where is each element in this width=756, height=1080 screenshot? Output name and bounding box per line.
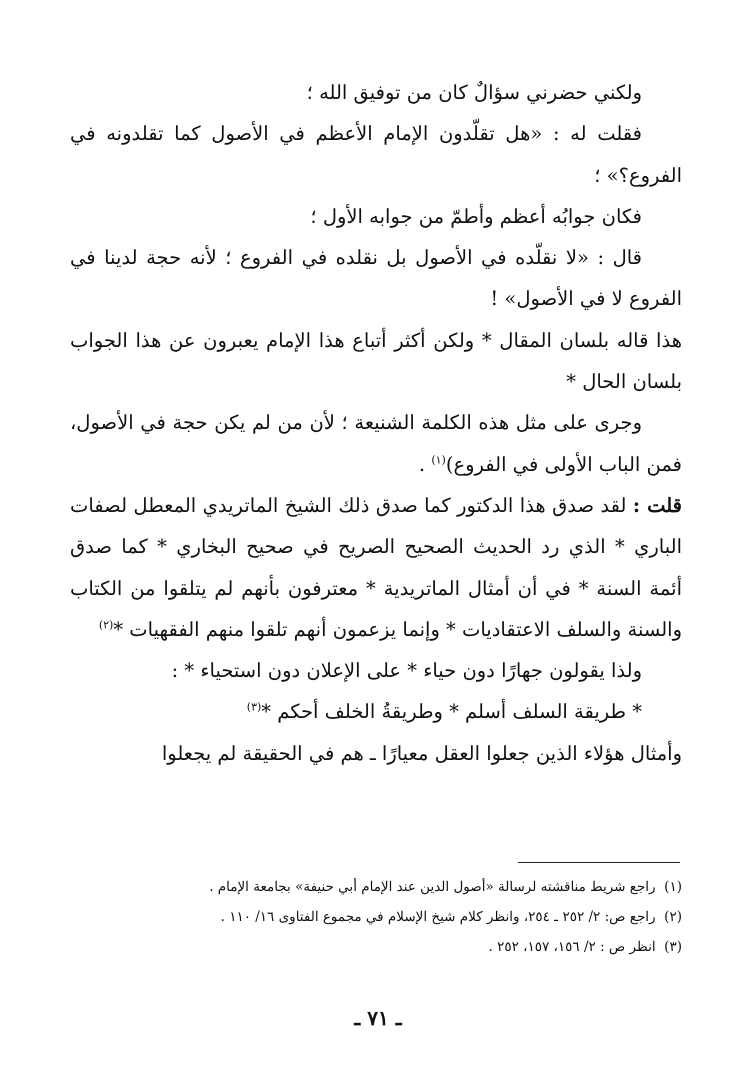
- footnote-ref-1: (١): [431, 453, 446, 467]
- footnote-1-text: راجع شريط مناقشته لرسالة «أصول الدين عند الإمام أبي حنيفة» بجامعة الإمام .: [209, 879, 656, 895]
- body-text: [70, 72, 682, 774]
- paragraph-6-tail: .: [418, 452, 432, 476]
- page-number: ـ ٧١ ـ: [354, 1006, 402, 1030]
- paragraph-6-text: وجرى على مثل هذه الكلمة الشنيعة ؛ لأن من لم يكن حجة في الأصول، فمن الباب الأولى في الفروع): [70, 411, 682, 476]
- paragraph-4: قال : «لا نقلّده في الأصول بل نقلده في الفروع ؛ لأنه حجة لدينا في الفروع لا في الأصول» !: [70, 246, 682, 311]
- qult-label: قلت :: [632, 493, 682, 517]
- footnote-2-text: راجع ص: ٢/ ٢٥٢ ـ ٢٥٤، وانظر كلام شيخ الإسلام في مجموع الفتاوى ١٦/ ١١٠ .: [220, 909, 656, 925]
- paragraph-7-text: لقد صدق هذا الدكتور كما صدق ذلك الشيخ الماتريدي المعطل لصفات الباري * الذي رد الحديث الصحيح الصريح في صحيح البخاري * كما صدق أئمة السنة * في أن أمثال الماتريدية * معترفون بأنهم لم يتلقوا من الكتاب والسنة والسلف الاعتقاديات * وإنما يزعمون أنهم تلقوا منهم الفقهيات *: [70, 493, 682, 641]
- paragraph-1: ولكني حضرني سؤالٌ كان من توفيق الله ؛: [306, 81, 642, 104]
- paragraph-9-text: * طريقة السلف أسلم * وطريقةُ الخلف أحكم *: [261, 700, 642, 724]
- footnote-1-number: (١): [664, 879, 682, 895]
- paragraph-2: فقلت له : «هل تقلّدون الإمام الأعظم في الأصول كما تقلدونه في الفروع؟» ؛: [70, 122, 682, 187]
- footnote-3-number: (٣): [664, 939, 682, 955]
- paragraph-6: [70, 402, 682, 485]
- footnotes: [80, 872, 682, 962]
- footnote-ref-3: (٣): [246, 700, 262, 714]
- footnote-divider: [518, 862, 680, 863]
- footnote-3-text: انظر ص : ٢/ ١٥٦، ١٥٧، ٢٥٢ .: [488, 939, 656, 955]
- paragraph-9: [70, 691, 682, 732]
- footnote-1: [80, 872, 682, 902]
- paragraph-8: ولذا يقولون جهارًا دون حياء * على الإعلان دون استحياء * :: [171, 659, 642, 683]
- footnote-3: [80, 932, 682, 962]
- footnote-2-number: (٢): [664, 909, 682, 925]
- footnote-ref-2: (٢): [98, 618, 114, 632]
- paragraph-5: هذا قاله بلسان المقال * ولكن أكثر أتباع هذا الإمام يعبرون عن هذا الجواب بلسان الحال *: [70, 328, 682, 394]
- paragraph-10: وأمثال هؤلاء الذين جعلوا العقل معيارًا ـ هم في الحقيقة لم يجعلوا: [161, 741, 682, 765]
- paragraph-7: [70, 485, 682, 650]
- footnote-2: [80, 902, 682, 932]
- paragraph-3: فكان جوابُه أعظم وأطمّ من جوابه الأول ؛: [310, 204, 642, 228]
